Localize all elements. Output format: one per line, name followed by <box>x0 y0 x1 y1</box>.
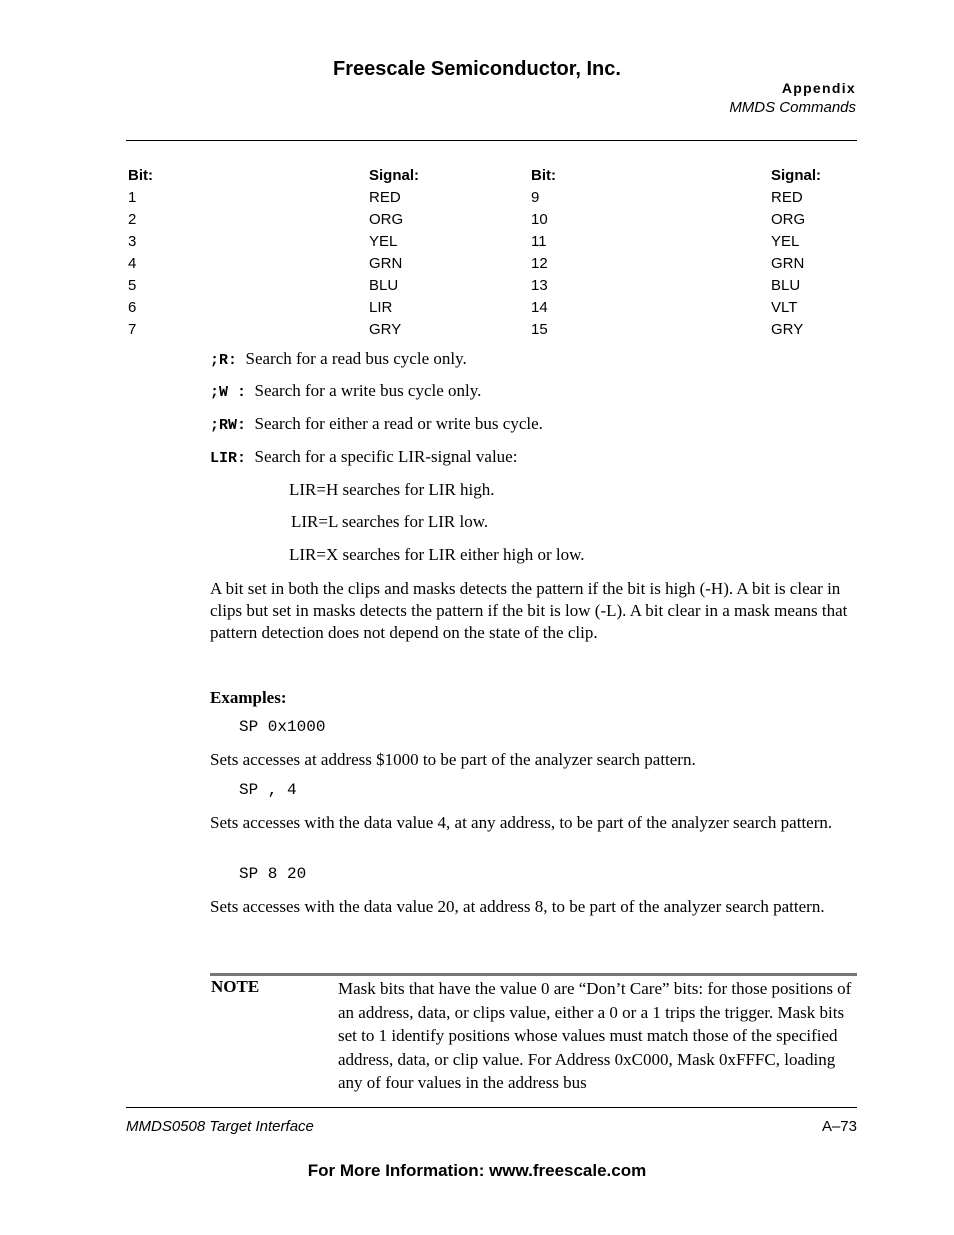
table-row <box>128 187 858 209</box>
note-rule <box>210 973 857 976</box>
example-code: SP , 4 <box>239 781 297 799</box>
table-row <box>128 209 858 231</box>
table-cell: ORG <box>771 211 806 228</box>
table-cell: 2 <box>128 211 137 228</box>
table-cell: GRN <box>771 255 805 272</box>
column-header-signal: Signal: <box>369 167 420 184</box>
option-description: Search for either a read or write bus cycle. <box>254 414 543 433</box>
footer-rule <box>126 1107 857 1108</box>
table-cell: 6 <box>128 299 137 316</box>
option-keyword: ;RW: <box>210 417 247 434</box>
header-rule <box>126 140 857 141</box>
lir-value-high: LIR=H searches for LIR high. <box>289 480 495 499</box>
option-keyword: ;W : <box>210 384 247 401</box>
table-cell: 5 <box>128 277 137 294</box>
table-cell: 9 <box>531 189 540 206</box>
footer-document-title: MMDS0508 Target Interface <box>126 1118 314 1135</box>
table-cell: YEL <box>771 233 800 250</box>
table-cell: 14 <box>531 299 548 316</box>
table-cell: GRY <box>369 321 402 338</box>
table-cell: 11 <box>531 233 547 250</box>
table-cell: YEL <box>369 233 398 250</box>
footer-info: For More Information: www.freescale.com <box>307 1161 647 1180</box>
option-lir <box>210 447 517 467</box>
table-row <box>128 297 858 319</box>
table-row <box>128 253 858 275</box>
table-cell: ORG <box>369 211 404 228</box>
table-cell: 4 <box>128 255 137 272</box>
table-cell: 7 <box>128 321 137 338</box>
example-code: SP 0x1000 <box>239 718 326 736</box>
example-description: Sets accesses with the data value 4, at any address, to be part of the analyzer search pattern. <box>210 813 833 832</box>
table-row <box>128 275 858 297</box>
clip-mask-paragraph: A bit set in both the clips and masks detects the pattern if the bit is high (-H). A bit is clear in clips but set in masks detects the pattern if the bit is low (-L). A bit clear in a mask means that pattern detection does not depend on the state of the clip. <box>210 579 848 642</box>
table-cell: 1 <box>128 189 137 206</box>
table-cell: 3 <box>128 233 137 250</box>
table-cell: BLU <box>369 277 399 294</box>
example-description: Sets accesses with the data value 20, at address 8, to be part of the analyzer search pattern. <box>210 897 825 916</box>
bit-signal-table <box>128 165 858 341</box>
option-description: Search for a read bus cycle only. <box>245 349 467 368</box>
subsection-title: MMDS Commands <box>729 99 856 116</box>
lir-value-low: LIR=L searches for LIR low. <box>291 512 489 531</box>
table-row <box>128 319 858 341</box>
lir-value-either: LIR=X searches for LIR either high or low. <box>289 545 585 564</box>
option-description: Search for a write bus cycle only. <box>254 381 482 400</box>
table-cell: 13 <box>531 277 548 294</box>
option-description: Search for a specific LIR-signal value: <box>254 447 518 466</box>
option-read-write <box>210 414 543 434</box>
table-row <box>128 231 858 253</box>
table-cell: 10 <box>531 211 548 228</box>
company-name: Freescale Semiconductor, Inc. <box>333 58 621 80</box>
table-cell: RED <box>369 189 401 206</box>
examples-heading: Examples: <box>210 688 287 707</box>
column-header-bit: Bit: <box>128 167 153 184</box>
example-code: SP 8 20 <box>239 865 307 883</box>
example-description: Sets accesses at address $1000 to be part of the analyzer search pattern. <box>210 750 696 769</box>
table-cell: LIR <box>369 299 393 316</box>
table-cell: GRN <box>369 255 403 272</box>
note-text: Mask bits that have the value 0 are “Don’t Care” bits: for those positions of an address, data, or clips value, either a 0 or a 1 trips the trigger. Mask bits set to 1 identify positions whose values must match those of the specified address, data, or clip value. For Address 0xC000, Mask 0xFFFC, loading any of four values in the address bus <box>338 979 852 1092</box>
page-number: A–73 <box>821 1118 857 1135</box>
option-read <box>210 349 467 369</box>
table-cell: GRY <box>771 321 804 338</box>
table-header-row <box>128 165 858 187</box>
note-label: NOTE <box>211 977 260 996</box>
column-header-bit: Bit: <box>531 167 556 184</box>
section-title: Appendix <box>781 80 856 96</box>
option-keyword: LIR: <box>210 450 247 467</box>
column-header-signal: Signal: <box>771 167 822 184</box>
table-cell: VLT <box>771 299 798 316</box>
table-cell: BLU <box>771 277 801 294</box>
table-cell: 12 <box>531 255 548 272</box>
table-cell: RED <box>771 189 803 206</box>
option-keyword: ;R: <box>210 352 238 369</box>
option-write <box>210 381 481 401</box>
table-cell: 15 <box>531 321 548 338</box>
